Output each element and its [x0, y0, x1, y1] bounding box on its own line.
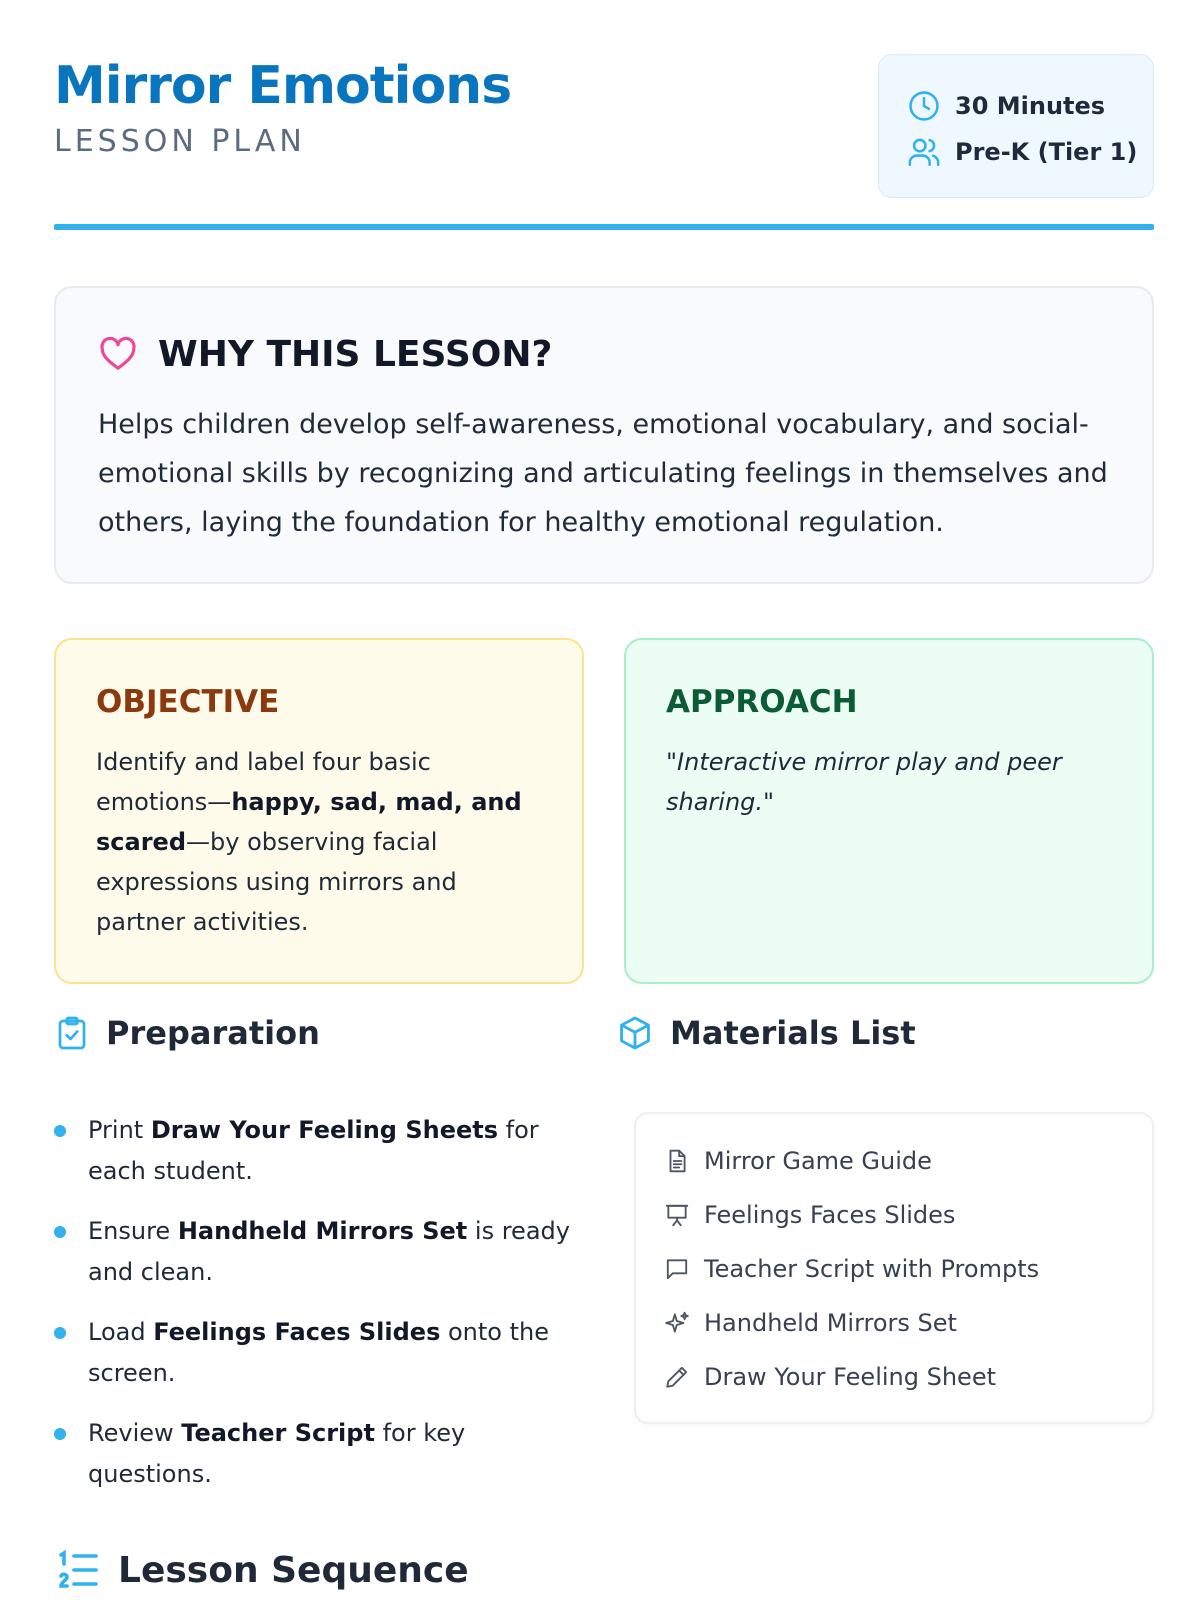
item-text: Load — [88, 1318, 154, 1346]
document-icon — [664, 1148, 690, 1174]
objective-text-end: —by observing facial expressions using mirrors and partner activities. — [96, 828, 457, 936]
header-divider — [54, 224, 1154, 230]
speech-bubble-icon — [664, 1256, 690, 1282]
item-material: Draw Your Feeling Sheets — [150, 1116, 498, 1144]
list-item — [664, 1188, 1152, 1242]
list-item — [54, 1211, 594, 1293]
users-icon — [907, 135, 941, 169]
item-text: Review — [88, 1419, 182, 1447]
approach-card — [624, 638, 1154, 984]
list-item — [54, 1110, 594, 1192]
lesson-meta-box — [878, 54, 1154, 198]
objective-text-start: Identify and label four basic emotions— — [96, 748, 431, 816]
level-row — [907, 129, 1153, 175]
page-subtitle: LESSON PLAN — [54, 124, 306, 159]
lesson-sequence-title: Lesson Sequence — [118, 1549, 469, 1591]
item-material: Teacher Script — [181, 1419, 375, 1447]
material-label: Teacher Script with Prompts — [704, 1255, 1040, 1283]
objective-title: OBJECTIVE — [96, 684, 280, 720]
objective-text — [96, 742, 542, 942]
numbered-list-icon — [54, 1546, 102, 1594]
item-material: Handheld Mirrors Set — [177, 1217, 468, 1245]
lesson-sequence-heading — [54, 1546, 469, 1594]
lesson-header — [54, 54, 1154, 234]
pencil-icon — [664, 1364, 690, 1390]
material-label: Mirror Game Guide — [704, 1147, 932, 1175]
why-heading — [98, 332, 1110, 376]
heart-icon — [98, 334, 138, 374]
materials-heading — [616, 1014, 916, 1052]
duration-text: 30 Minutes — [955, 92, 1106, 120]
objective-emotions: happy, sad, mad, and scared — [96, 788, 522, 856]
list-item — [54, 1413, 594, 1495]
item-text: Print — [88, 1116, 151, 1144]
item-text: for key questions. — [88, 1419, 466, 1488]
objective-card — [54, 638, 584, 984]
why-text: Helps children develop self-awareness, emotional vocabulary, and social-emotional skills by recognizing and articulating feelings in themselves and others, laying the foundation for healthy emotional regulation. — [98, 409, 1108, 538]
material-label: Draw Your Feeling Sheet — [704, 1363, 996, 1391]
list-item — [54, 1312, 594, 1394]
list-item — [664, 1296, 1152, 1350]
preparation-heading — [54, 1014, 320, 1052]
item-text: onto the screen. — [88, 1318, 549, 1387]
material-label: Handheld Mirrors Set — [704, 1309, 957, 1337]
material-label: Feelings Faces Slides — [704, 1201, 956, 1229]
clipboard-check-icon — [54, 1014, 90, 1052]
materials-title: Materials List — [670, 1014, 916, 1052]
approach-title: APPROACH — [666, 684, 858, 720]
list-item — [664, 1350, 1152, 1404]
list-item — [664, 1242, 1152, 1296]
materials-list — [634, 1112, 1154, 1424]
box-icon — [616, 1014, 654, 1052]
level-text: Pre-K (Tier 1) — [955, 138, 1138, 166]
why-this-lesson-card — [54, 286, 1154, 584]
why-title: WHY THIS LESSON? — [158, 333, 553, 375]
item-text: is ready and clean. — [88, 1217, 570, 1286]
duration-row — [907, 83, 1153, 129]
page-title: Mirror Emotions — [54, 56, 512, 116]
item-text: for each student. — [88, 1116, 539, 1185]
item-text: Ensure — [88, 1217, 178, 1245]
preparation-list — [54, 1110, 594, 1514]
approach-quote: "Interactive mirror play and peer sharing." — [666, 748, 1062, 816]
item-material: Feelings Faces Slides — [153, 1318, 441, 1346]
preparation-title: Preparation — [106, 1014, 320, 1052]
presentation-icon — [664, 1202, 690, 1228]
clock-icon — [907, 89, 941, 123]
sparkles-icon — [664, 1310, 690, 1336]
list-item — [664, 1134, 1152, 1188]
